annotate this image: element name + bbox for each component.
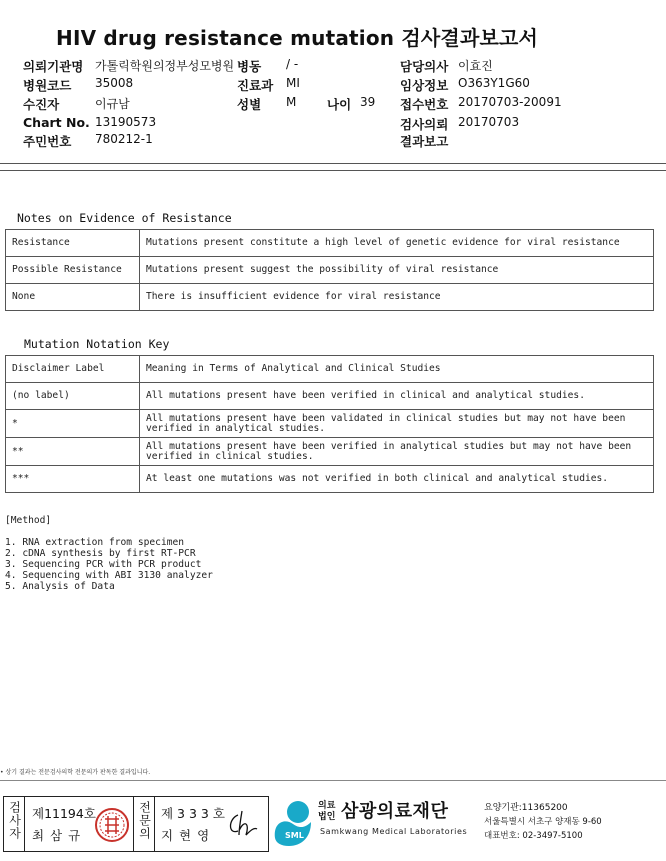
header-divider-bottom (0, 170, 666, 171)
table-row (6, 383, 654, 410)
org-phone: 대표번호: 02-3497-5100 (484, 831, 583, 841)
receipt-label: 접수번호 (400, 97, 449, 112)
key-label: * (6, 410, 140, 438)
id-label: 주민번호 (23, 134, 72, 149)
sex-label: 성별 (237, 97, 262, 112)
table-row (6, 466, 654, 493)
method-step: 3. Sequencing PCR with PCR product (5, 559, 202, 570)
age-label: 나이 (327, 97, 352, 112)
table-row (6, 257, 654, 284)
evidence-table (5, 229, 654, 311)
report-title: HIV drug resistance mutation 검사결과보고서 (56, 26, 539, 50)
age-value: 39 (360, 95, 376, 109)
key-title: Mutation Notation Key (24, 337, 170, 351)
method-step: 2. cDNA synthesis by first RT-PCR (5, 548, 196, 559)
doctor-label: 담당의사 (400, 59, 449, 74)
evidence-term: Possible Resistance (6, 257, 140, 284)
doctor-license-no: 제 3 3 3 호 (161, 806, 225, 821)
evidence-desc: Mutations present constitute a high level of genetic evidence for viral resistance (140, 230, 654, 257)
org-prefix-bottom: 법인 (318, 812, 336, 822)
method-title: [Method] (5, 515, 52, 526)
clinical-info-label: 임상정보 (400, 78, 449, 93)
table-header-row (6, 356, 654, 383)
logo-text: SML (285, 831, 304, 840)
org-name: 삼광의료재단 (341, 801, 449, 822)
seal-icon (94, 807, 130, 843)
table-row (6, 410, 654, 438)
doctor-role-text: 전문의 (137, 801, 152, 840)
evidence-desc: There is insufficient evidence for viral resistance (140, 284, 654, 311)
evidence-term: None (6, 284, 140, 311)
doctor-name: 지 현 영 (161, 828, 211, 843)
ward-value: / - (286, 57, 299, 71)
chart-label: Chart No. (23, 115, 90, 130)
report-date-label: 결과보고 (400, 134, 449, 149)
institution-label: 의뢰기관명 (23, 59, 84, 74)
footer-note: • 상기 결과는 전문검사의학 전문의가 판독한 결과입니다. (0, 769, 151, 776)
notation-key-table (5, 355, 654, 493)
key-label: *** (6, 466, 140, 493)
key-meaning: At least one mutations was not verified in both clinical and analytical studies. (140, 466, 654, 493)
tester-name: 최 삼 규 (32, 828, 82, 843)
org-address: 서울특별시 서초구 양재동 9-60 (484, 817, 602, 827)
chart-value: 13190573 (95, 115, 157, 129)
evidence-term: Resistance (6, 230, 140, 257)
ward-label: 병동 (237, 59, 262, 74)
notes-title: Notes on Evidence of Resistance (17, 211, 232, 225)
doctor-role (136, 801, 152, 844)
column-divider (133, 797, 134, 851)
patient-label: 수진자 (23, 97, 60, 112)
column-divider (24, 797, 25, 851)
org-prefix-top: 의료 (318, 801, 336, 811)
key-meaning: All mutations present have been validated in clinical studies but may not have been verified in analytical studies. (140, 410, 654, 438)
key-meaning: All mutations present have been verified in analytical studies but may not have been verified in clinical studies. (140, 438, 654, 466)
patient-value: 이규남 (95, 97, 130, 111)
table-row (6, 438, 654, 466)
request-label: 검사의뢰 (400, 117, 449, 132)
tester-license-no: 제11194호 (32, 806, 96, 821)
dept-label: 진료과 (237, 78, 274, 93)
id-value: 780212-1 (95, 132, 153, 146)
receipt-value: 20170703-20091 (458, 95, 562, 109)
key-label: (no label) (6, 383, 140, 410)
method-step: 4. Sequencing with ABI 3130 analyzer (5, 570, 213, 581)
institution-value: 가톨릭학원의정부성모병원 (95, 59, 235, 73)
sml-logo-icon (271, 798, 315, 848)
request-value: 20170703 (458, 115, 520, 129)
table-row (6, 230, 654, 257)
key-header-label: Disclaimer Label (6, 356, 140, 383)
hospital-code-value: 35008 (95, 76, 134, 90)
key-label: ** (6, 438, 140, 466)
clinical-info-value: O363Y1G60 (458, 76, 530, 90)
method-step: 5. Analysis of Data (5, 581, 115, 592)
key-meaning: All mutations present have been verified in clinical and analytical studies. (140, 383, 654, 410)
org-code: 요양기관:11365200 (484, 803, 568, 813)
sex-value: M (286, 95, 297, 109)
signature-box (3, 796, 269, 852)
method-step: 1. RNA extraction from specimen (5, 537, 185, 548)
footer-divider (0, 780, 666, 781)
tester-role-text: 검사자 (7, 801, 22, 840)
hospital-code-label: 병원코드 (23, 78, 72, 93)
doctor-value: 이효진 (458, 59, 493, 73)
table-row (6, 284, 654, 311)
dept-value: MI (286, 76, 300, 90)
column-divider (154, 797, 155, 851)
org-english-name: Samkwang Medical Laboratories (320, 827, 468, 836)
evidence-desc: Mutations present suggest the possibility of viral resistance (140, 257, 654, 284)
key-header-meaning: Meaning in Terms of Analytical and Clinical Studies (140, 356, 654, 383)
handwritten-signature (224, 809, 260, 839)
header-divider-top (0, 163, 666, 164)
org-prefix (318, 801, 335, 823)
tester-role (6, 801, 22, 844)
